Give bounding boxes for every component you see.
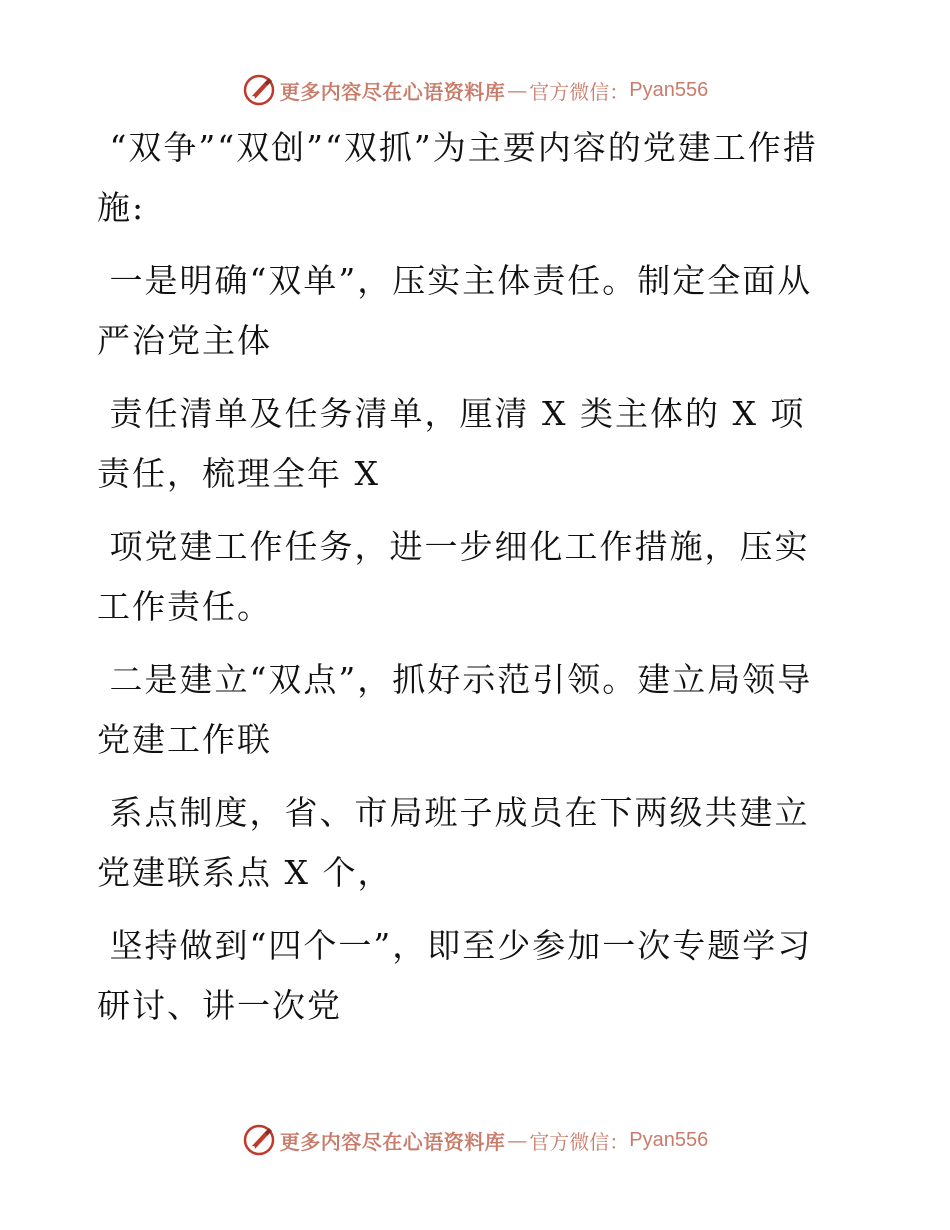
banner-slogan: 更多内容尽在心语资料库 [279, 1129, 506, 1154]
banner-slogan: 更多内容尽在心语资料库 [279, 79, 506, 104]
document-body [97, 118, 837, 1049]
paragraph: 二是建立“双点”，抓好示范引领。建立局领导党建工作联 [97, 660, 813, 759]
pen-logo-icon [242, 73, 276, 107]
banner-dash: — [507, 78, 528, 102]
paragraph: 项党建工作任务，进一步细化工作措施，压实工作责任。 [97, 527, 810, 626]
footer-banner [0, 1120, 950, 1160]
paragraph: 坚持做到“四个一”，即至少参加一次专题学习研讨、讲一次党 [97, 926, 813, 1025]
paragraph: 一是明确“双单”，压实主体责任。制定全面从严治党主体 [97, 261, 813, 360]
paragraph: “双争”“双创”“双抓”为主要内容的党建工作措施: [97, 128, 818, 227]
pen-logo-icon [242, 1123, 276, 1157]
paragraph: 系点制度，省、市局班子成员在下两级共建立党建联系点 X 个， [97, 793, 810, 892]
banner-wechat-label: 官方微信： [529, 1129, 630, 1154]
banner-wechat-label: 官方微信： [529, 79, 630, 104]
paragraph: 责任清单及任务清单，厘清 X 类主体的 X 项责任，梳理全年 X [97, 394, 806, 493]
header-banner [0, 70, 950, 110]
banner-dash: — [507, 1128, 528, 1152]
banner-wechat-id: Pyan556 [629, 1128, 709, 1151]
banner-wechat-id: Pyan556 [629, 78, 709, 101]
